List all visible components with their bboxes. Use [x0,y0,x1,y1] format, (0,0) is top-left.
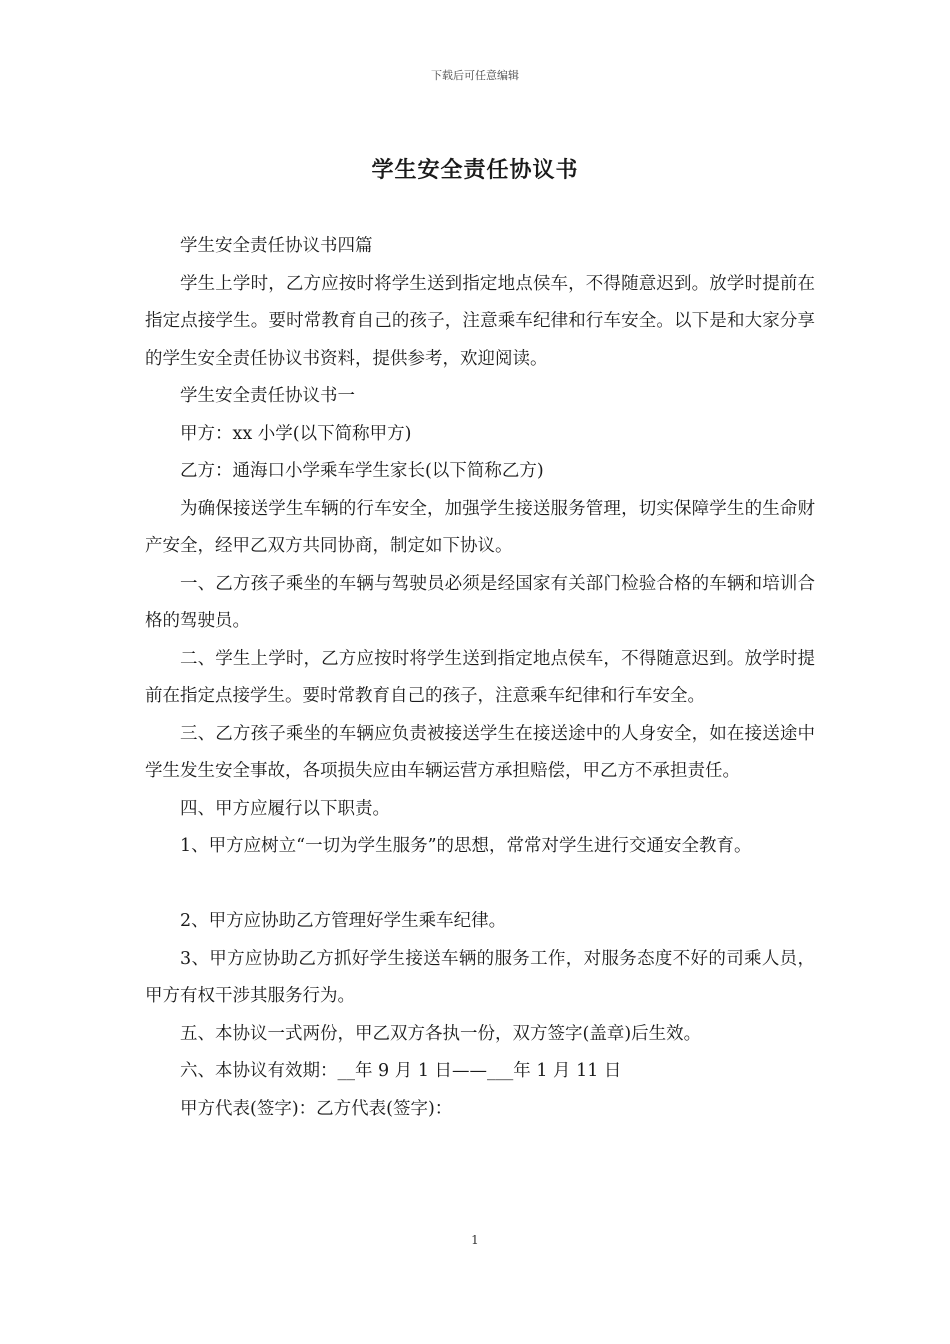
paragraph-duty-2: 2、甲方应协助乙方管理好学生乘车纪律。 [180,911,507,931]
header-note: 下载后可任意编辑 [431,69,519,82]
paragraph-duty-3: 3、甲方应协助乙方抓好学生接送车辆的服务工作，对服务态度不好的司乘人员，甲方有权干涉其服务行为。 [145,948,815,1006]
paragraph-clause-6: 六、本协议有效期：__年 9 月 1 日——___年 1 月 11 日 [180,1061,622,1081]
paragraph-clause-1: 一、乙方孩子乘坐的车辆与驾驶员必须是经国家有关部门检验合格的车辆和培训合格的驾驶员。 [145,573,815,631]
paragraph-section-heading: 学生安全责任协议书一 [180,386,355,406]
document-title: 学生安全责任协议书 [371,157,579,183]
paragraph-clause-5: 五、本协议一式两份，甲乙双方各执一份，双方签字(盖章)后生效。 [180,1023,702,1044]
paragraph-party-a: 甲方：xx 小学(以下简称甲方) [180,423,412,444]
paragraph-clause-3: 三、乙方孩子乘坐的车辆应负责被接送学生在接送途中的人身安全，如在接送途中学生发生安全事故，各项损失应由车辆运营方承担赔偿，甲乙方不承担责任。 [145,723,815,781]
paragraph-subtitle: 学生安全责任协议书四篇 [180,236,373,256]
paragraph-intro: 学生上学时，乙方应按时将学生送到指定地点侯车，不得随意迟到。放学时提前在指定点接学生。要时常教育自己的孩子，注意乘车纪律和行车安全。以下是和大家分享的学生安全责任协议书资料，提供参考，欢迎阅读。 [145,273,815,369]
page-number: 1 [471,1233,479,1247]
paragraph-party-b: 乙方：通海口小学乘车学生家长(以下简称乙方) [180,461,544,481]
blank-line [145,866,815,904]
paragraph-duty-1: 1、甲方应树立“一切为学生服务”的思想，常常对学生进行交通安全教育。 [180,836,752,856]
paragraph-clause-2: 二、学生上学时，乙方应按时将学生送到指定地点侯车，不得随意迟到。放学时提前在指定点接学生。要时常教育自己的孩子，注意乘车纪律和行车安全。 [145,648,815,706]
document-body [145,228,815,1128]
paragraph-signatures: 甲方代表(签字)：乙方代表(签字)： [180,1098,453,1119]
paragraph-clause-4: 四、甲方应履行以下职责。 [180,798,390,819]
paragraph-purpose: 为确保接送学生车辆的行车安全，加强学生接送服务管理，切实保障学生的生命财产安全，经甲乙双方共同协商，制定如下协议。 [145,498,815,556]
